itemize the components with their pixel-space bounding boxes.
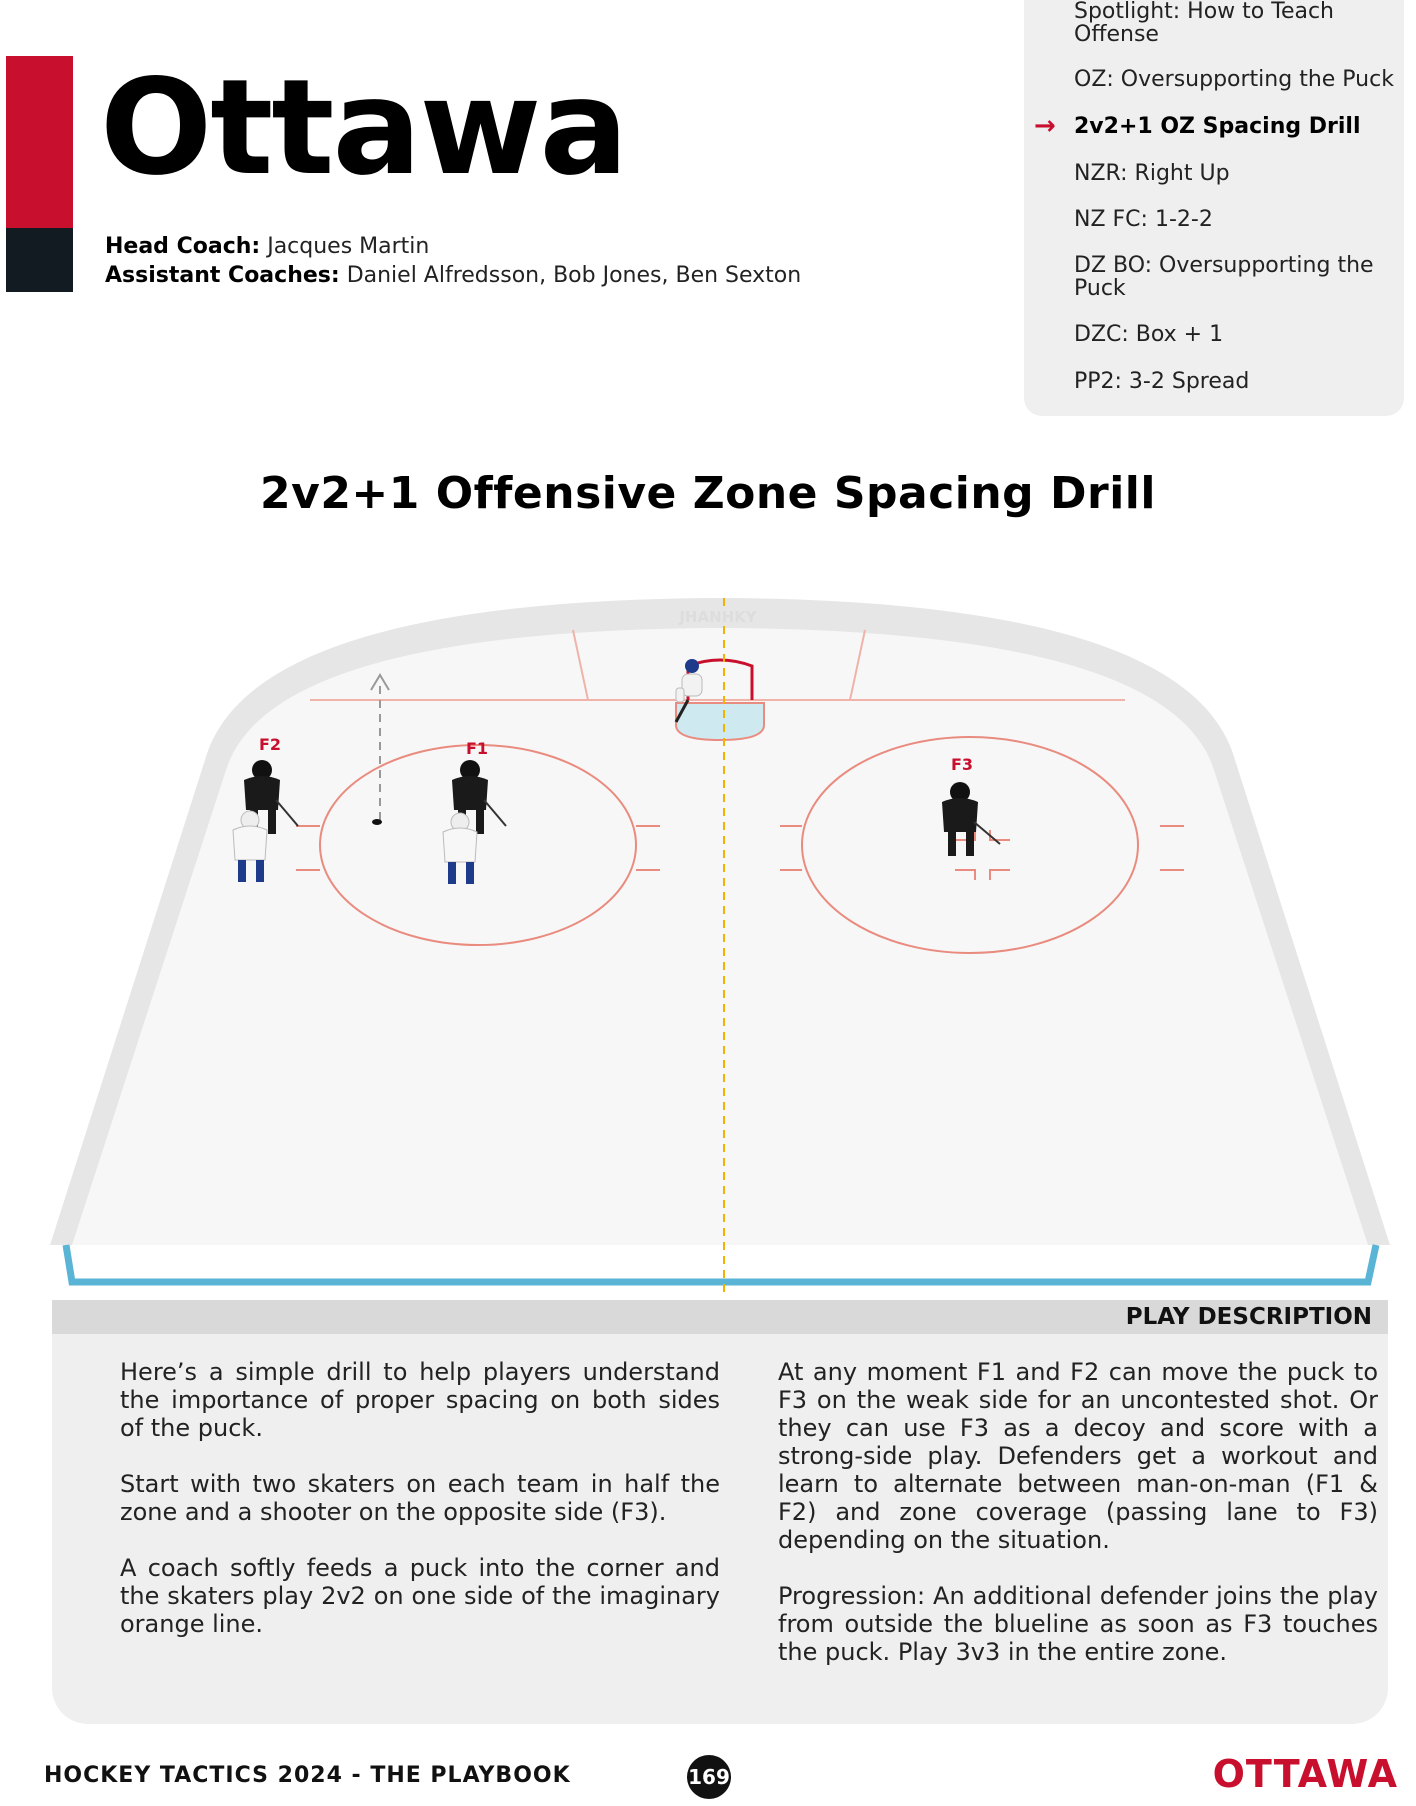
toc-item-spotlight[interactable]: Spotlight: How to Teach Offense xyxy=(1074,0,1335,47)
footer-book-title: HOCKEY TACTICS 2024 - THE PLAYBOOK xyxy=(44,1763,571,1788)
blue-line xyxy=(66,1245,1376,1282)
team-title: Ottawa xyxy=(100,51,627,205)
coaches-info xyxy=(105,232,801,290)
goal-crease xyxy=(676,703,764,740)
description-paragraph: Here’s a simple drill to help players understand the importance of proper spacing on both sides of the puck. xyxy=(120,1358,720,1442)
footer-team-name: OTTAWA xyxy=(1212,1752,1398,1796)
player-label-f1: F1 xyxy=(465,739,489,758)
player-label-f3: F3 xyxy=(950,755,974,774)
toc-item-nz-fc[interactable]: NZ FC: 1-2-2 xyxy=(1074,207,1213,232)
player-label-f2: F2 xyxy=(258,735,282,754)
arrow-right-icon: → xyxy=(1034,111,1056,141)
head-coach-line xyxy=(105,232,801,261)
rink-diagram xyxy=(0,580,1416,1300)
play-description-panel xyxy=(52,1300,1388,1724)
page-number: 169 xyxy=(687,1755,731,1799)
description-left-column xyxy=(120,1358,720,1666)
description-paragraph: Start with two skaters on each team in half the zone and a shooter on the opposite side (F3). xyxy=(120,1470,720,1526)
puck xyxy=(372,819,382,825)
description-paragraph: A coach softly feeds a puck into the corner and the skaters play 2v2 on one side of the imaginary orange line. xyxy=(120,1554,720,1638)
toc-item-pp2[interactable]: PP2: 3-2 Spread xyxy=(1074,369,1250,394)
watermark: JHANHKY xyxy=(679,608,757,626)
assistant-coaches-label: Assistant Coaches: xyxy=(105,263,340,288)
description-right-column xyxy=(778,1358,1378,1694)
toc-item-dz-bo[interactable]: DZ BO: Oversupporting the Puck xyxy=(1074,253,1374,301)
team-color-bar-dark xyxy=(6,228,73,292)
drill-title: 2v2+1 Offensive Zone Spacing Drill xyxy=(260,468,1156,519)
toc-item-spacing-drill[interactable]: → 2v2+1 OZ Spacing Drill xyxy=(1034,111,1361,141)
play-description-header: PLAY DESCRIPTION xyxy=(52,1300,1388,1334)
team-color-bar-red xyxy=(6,56,73,228)
head-coach-label: Head Coach: xyxy=(105,234,261,259)
table-of-contents xyxy=(1024,0,1404,416)
description-paragraph: At any moment F1 and F2 can move the puck to F3 on the weak side for an uncontested shot. Or they can use F3 as a decoy and score with a strong-side play. Defenders get a workout and learn to alternate between man-on-man (F1 & F2) and zone coverage (passing lane to F3) depending on the situation. xyxy=(778,1358,1378,1554)
description-paragraph: Progression: An additional defender joins the play from outside the blueline as soon as F3 touches the puck. Play 3v3 in the entire zone. xyxy=(778,1582,1378,1666)
toc-item-dzc[interactable]: DZC: Box + 1 xyxy=(1074,322,1224,347)
assistant-coaches-line xyxy=(105,261,801,290)
assistant-coaches-names: Daniel Alfredsson, Bob Jones, Ben Sexton xyxy=(346,263,802,288)
toc-item-nzr[interactable]: NZR: Right Up xyxy=(1074,161,1230,186)
head-coach-name: Jacques Martin xyxy=(267,234,430,259)
toc-item-oz-oversupporting[interactable]: OZ: Oversupporting the Puck xyxy=(1074,67,1394,92)
